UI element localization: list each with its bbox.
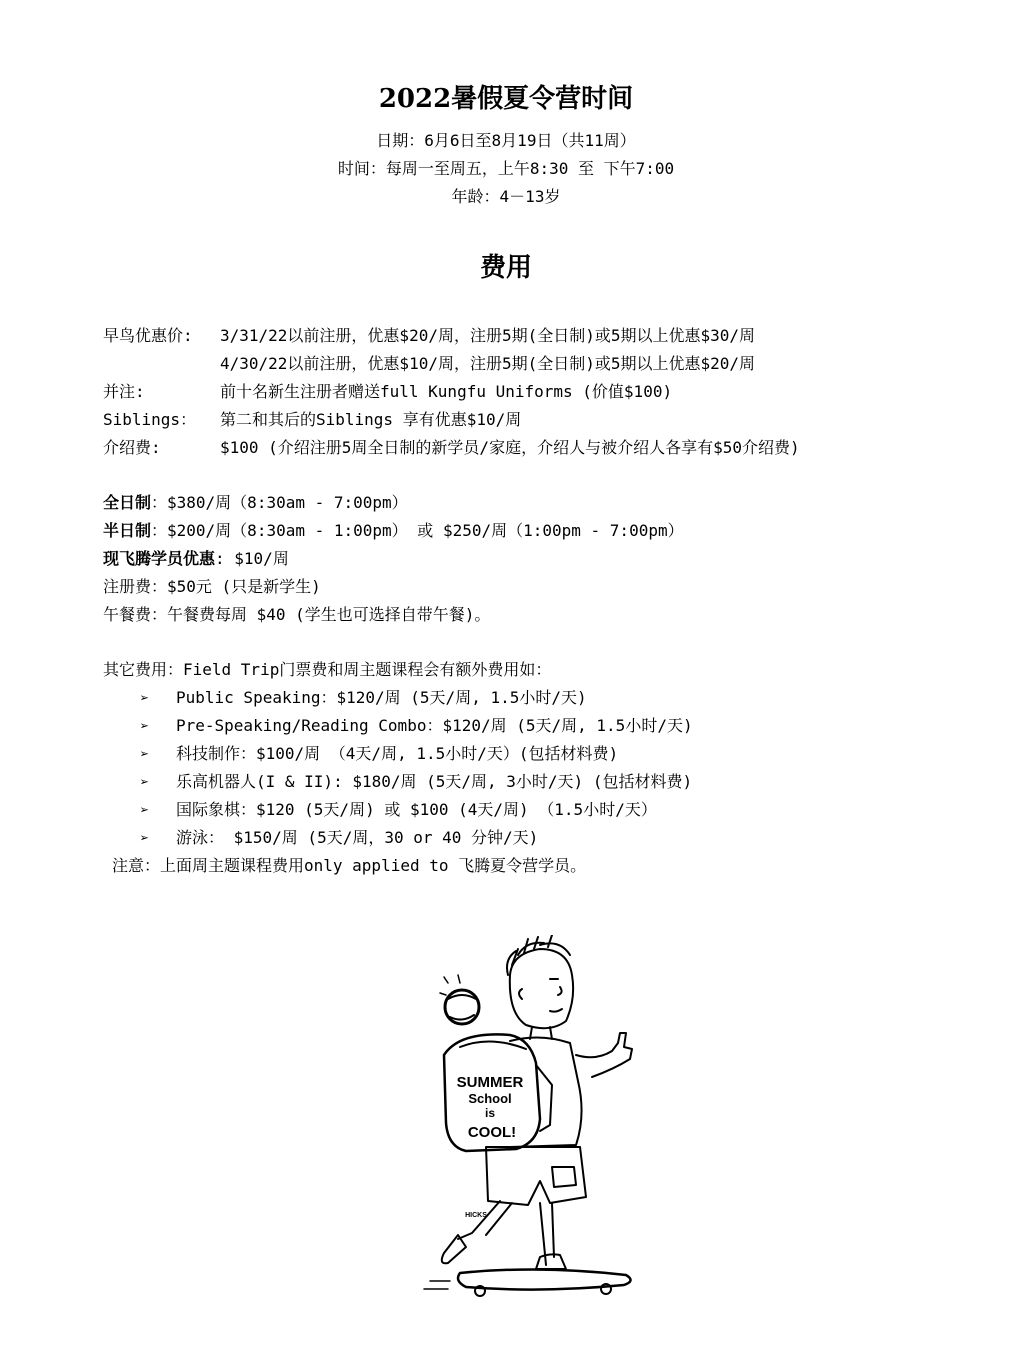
summer-school-illustration	[400, 935, 660, 1305]
page-title: 2022暑假夏令营时间	[378, 84, 634, 114]
bullet-arrow-icon: ➢	[140, 801, 150, 819]
list-item-text: 游泳： $150/周 (5天/周，30 or 40 分钟/天)	[176, 828, 539, 847]
half-day-label: 半日制	[103, 521, 152, 540]
full-day-label: 全日制	[103, 493, 152, 512]
backpack-text-school: School	[468, 1091, 512, 1106]
backpack-text-is: is	[484, 1106, 496, 1120]
note-row	[103, 379, 672, 402]
early-bird-row-2	[103, 351, 755, 374]
note-value: 前十名新生注册者赠送full Kungfu Uniforms (价值$100)	[220, 382, 673, 401]
siblings-row	[103, 407, 521, 430]
bullet-arrow-icon: ➢	[140, 717, 150, 735]
bullet-arrow-icon: ➢	[140, 689, 150, 707]
note-label: 并注:	[103, 382, 145, 401]
siblings-value: 第二和其后的Siblings 享有优惠$10/周	[220, 410, 522, 429]
full-day-value: ：$380/周（8:30am - 7:00pm）	[151, 493, 408, 512]
current-student-value: : $10/周	[215, 549, 289, 568]
bullet-arrow-icon: ➢	[140, 773, 150, 791]
current-student-row	[103, 546, 289, 569]
list-item	[140, 797, 657, 820]
referral-row	[103, 435, 800, 458]
half-day-value: ：$200/周（8:30am - 1:00pm） 或 $250/周（1:00pm - 7:00pm）	[151, 521, 684, 540]
early-bird-row-1	[103, 323, 755, 346]
other-fees-intro: 其它费用：Field Trip门票费和周主题课程会有额外费用如：	[103, 660, 552, 679]
artist-signature: HICKS	[465, 1212, 487, 1219]
footnote: 注意：上面周主题课程费用only applied to 飞腾夏令营学员。	[112, 856, 587, 875]
referral-label: 介绍费:	[103, 438, 161, 457]
list-item	[140, 741, 618, 764]
list-item	[140, 769, 692, 792]
siblings-label: Siblings：	[103, 410, 197, 429]
list-item-text: 乐高机器人(I & II): $180/周 (5天/周, 3小时/天) (包括材料费)	[176, 772, 693, 791]
backpack-text-cool: COOL!	[467, 1124, 517, 1141]
list-item-text: 国际象棋：$120 (5天/周) 或 $100 (4天/周) （1.5小时/天）	[176, 800, 657, 819]
bullet-arrow-icon: ➢	[140, 829, 150, 847]
list-item	[140, 713, 693, 736]
list-item-text: 科技制作：$100/周 （4天/周, 1.5小时/天）(包括材料费)	[176, 744, 619, 763]
date-line: 日期：6月6日至8月19日（共11周）	[376, 131, 636, 150]
full-day-row	[103, 490, 408, 513]
half-day-row	[103, 518, 684, 541]
bullet-arrow-icon: ➢	[140, 745, 150, 763]
referral-value: $100 (介绍注册5周全日制的新学员/家庭，介绍人与被介绍人各享有$50介绍费)	[220, 438, 800, 457]
early-bird-label: 早鸟优惠价:	[103, 326, 193, 345]
list-item	[140, 825, 538, 848]
list-item-text: Pre-Speaking/Reading Combo：$120/周 (5天/周, 1.5小时/天)	[176, 716, 693, 735]
fees-heading: 费用	[479, 253, 532, 283]
list-item-text: Public Speaking：$120/周 (5天/周, 1.5小时/天)	[176, 688, 587, 707]
age-line: 年龄：4－13岁	[451, 187, 561, 206]
current-student-label: 现飞腾学员优惠	[103, 549, 216, 568]
early-bird-value-2: 4/30/22以前注册，优惠$10/周，注册5期(全日制)或5期以上优惠$20/周	[220, 354, 756, 373]
time-line: 时间：每周一至周五，上午8:30 至 下午7:00	[337, 159, 675, 178]
registration-fee-row: 注册费：$50元 (只是新学生)	[103, 577, 321, 596]
early-bird-value-1: 3/31/22以前注册，优惠$20/周，注册5期(全日制)或5期以上优惠$30/周	[220, 326, 756, 345]
backpack-text-summer: SUMMER	[456, 1074, 524, 1091]
lunch-fee-row: 午餐费：午餐费每周 $40 (学生也可选择自带午餐)。	[103, 605, 491, 624]
list-item	[140, 685, 587, 708]
